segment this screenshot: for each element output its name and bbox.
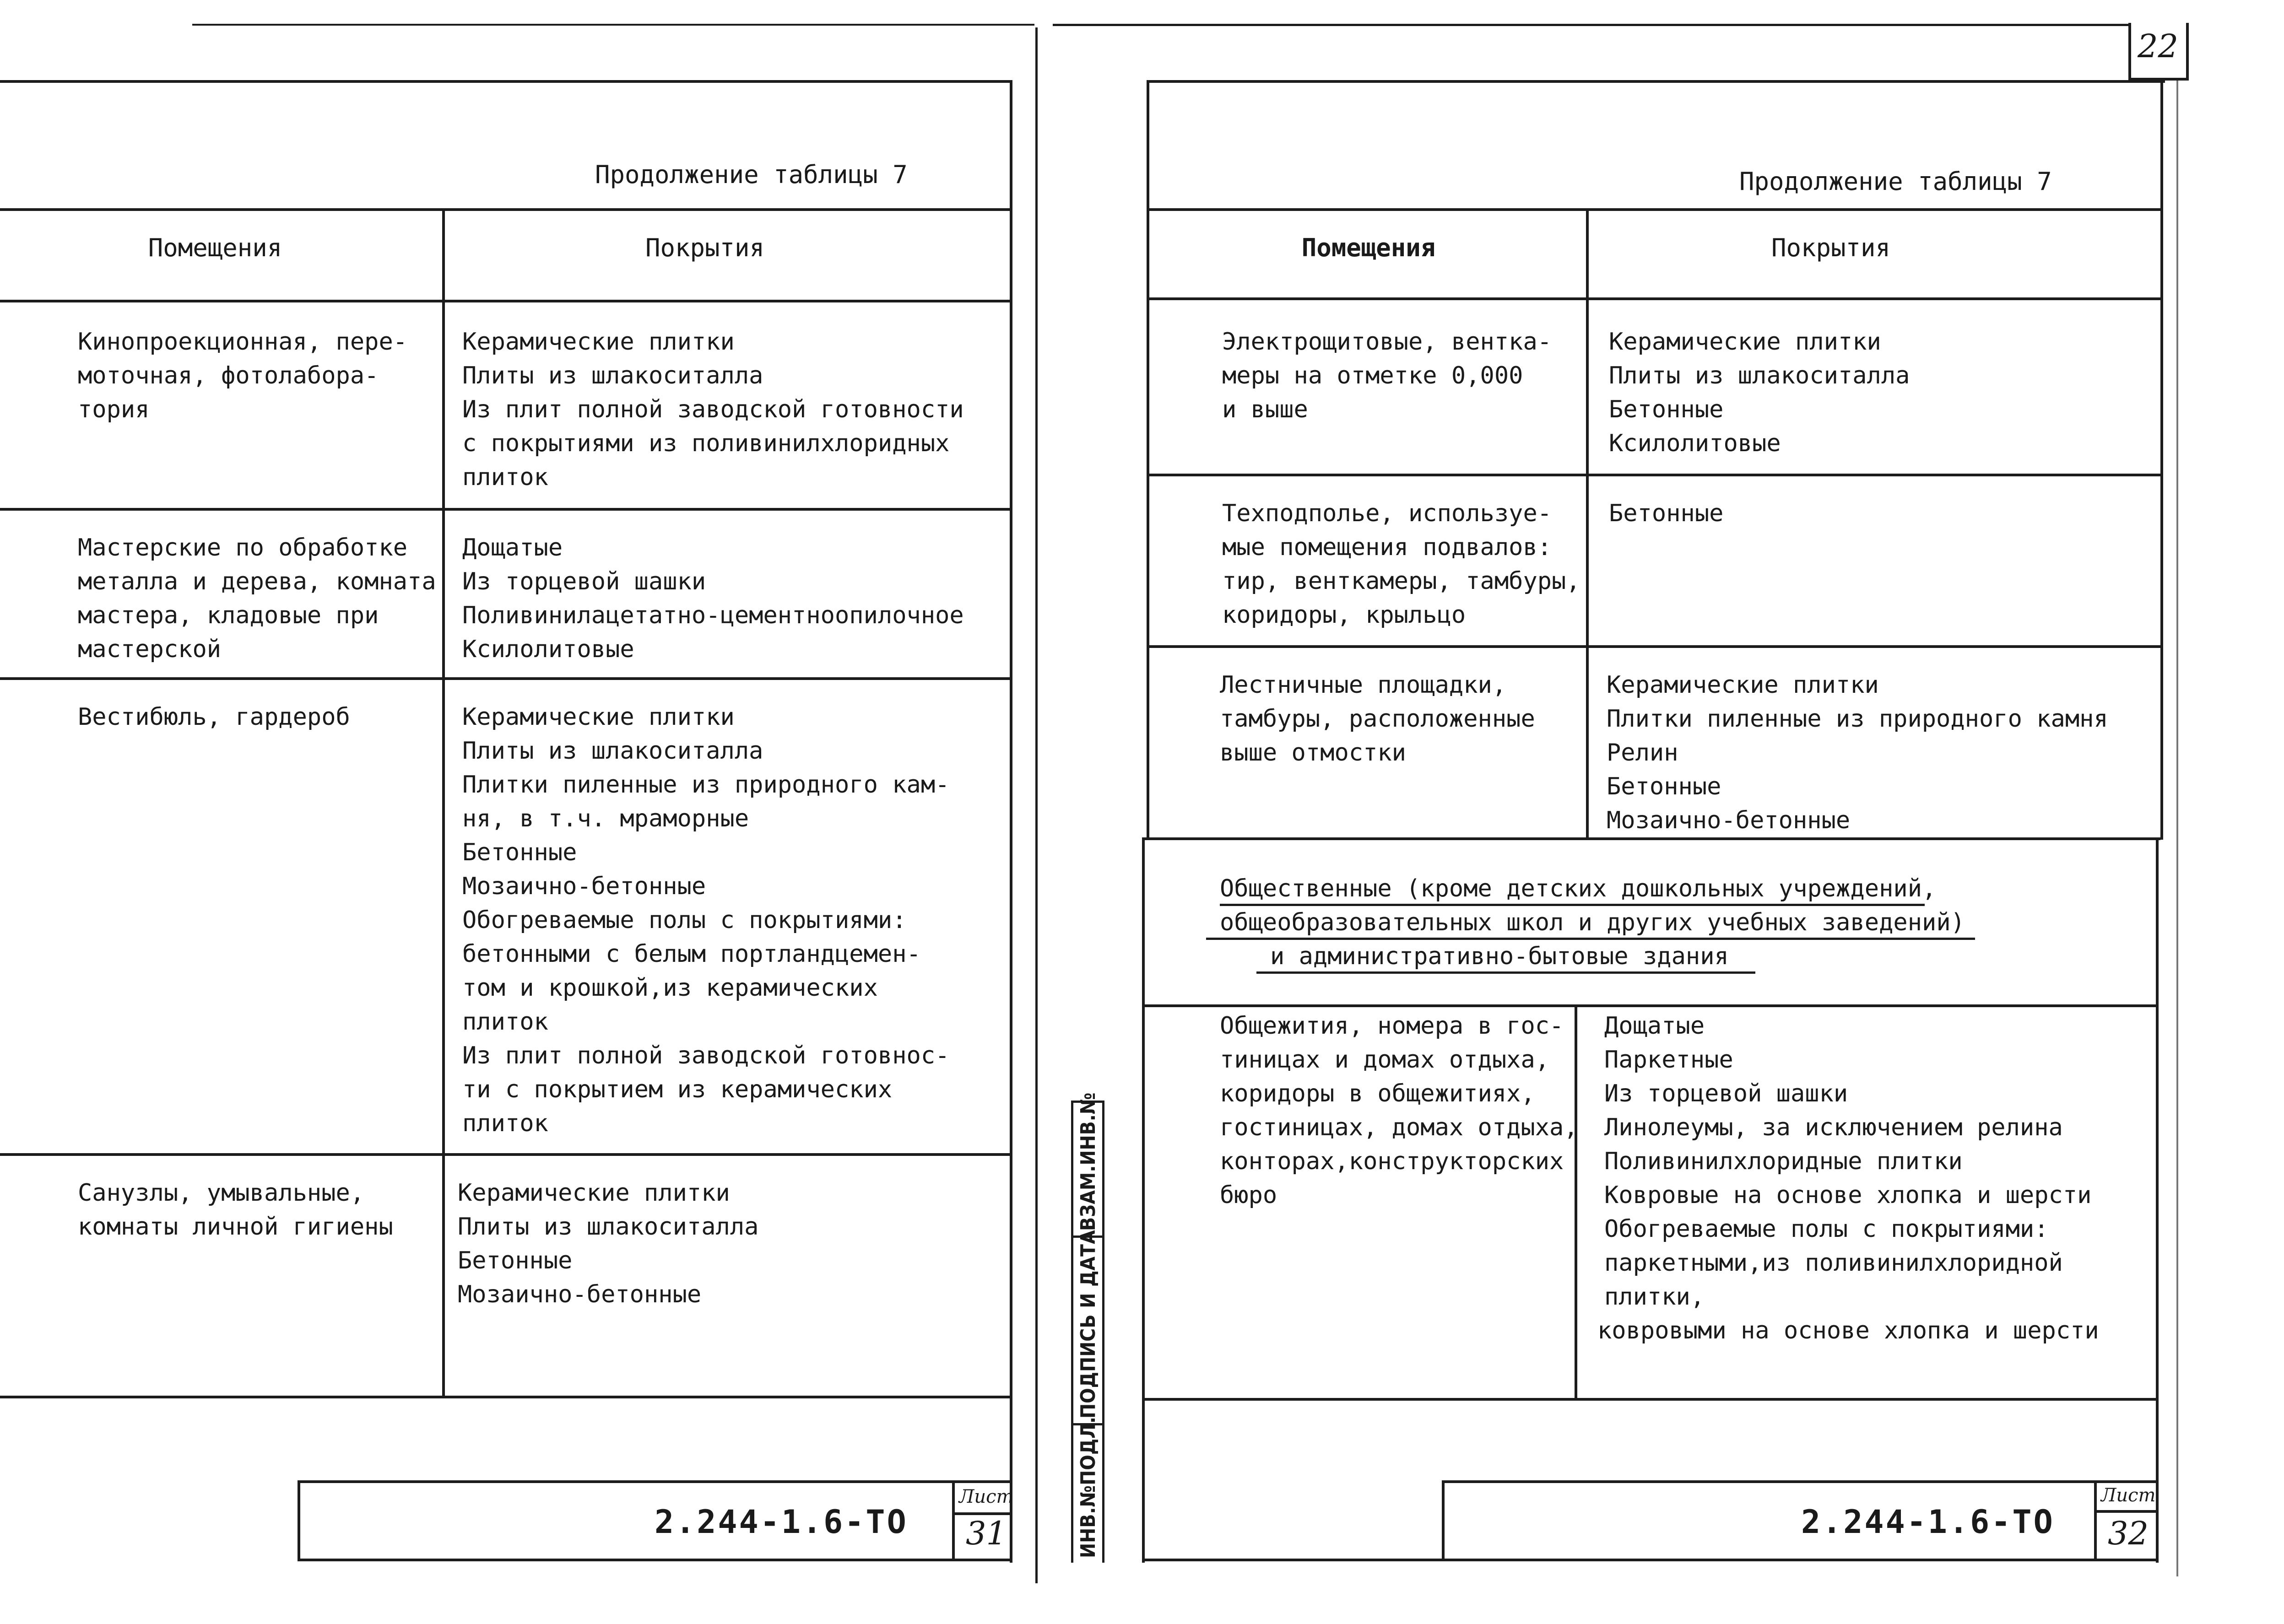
sheet-number: 32 <box>2108 1515 2149 1552</box>
table-row-coatings: Керамические плитки Плиты из шлакоситалла Бетонные Ксилолитовые <box>1609 328 1910 457</box>
header-rooms: Помещения <box>148 233 282 262</box>
table-row-coatings: Бетонные <box>1609 500 1724 527</box>
stamp-inv-no: ИНВ.№ПОДЛ. <box>1077 1416 1100 1558</box>
page-number: 22 <box>2138 27 2179 65</box>
doc-number: 2.244-1.6-ТО <box>655 1503 908 1541</box>
header-coatings: Покрытия <box>1771 233 1891 262</box>
stamp-signature-date: ПОДПИСЬ И ДАТА <box>1077 1230 1100 1419</box>
header-coatings: Покрытия <box>645 233 765 262</box>
doc-number: 2.244-1.6-ТО <box>1801 1503 2055 1541</box>
table-row-room: Техподполье, используе- мые помещения подвалов: тир, венткамеры, тамбуры, коридоры, крыльцо <box>1222 500 1580 629</box>
stamp-replace-inv: ВЗАМ.ИНВ.№ <box>1077 1092 1100 1231</box>
table-row-coatings: Керамические плитки Плитки пиленные из природного камня Релин Бетонные Мозаично-бетонные <box>1607 671 2108 834</box>
table-row-coatings: Керамические плитки Плиты из шлакоситалла Плитки пиленные из природного кам- ня, в т.ч. мраморные Бетонные Мозаично-бетонные Обогреваемые полы с покрытиями: бетонными с белым портландцемен- том и крошкой,из керамических плиток Из плит полной заводской готовнос- ти с покрытием из керамических плиток <box>462 703 950 1137</box>
table-row-room: Мастерские по обработке металла и дерева, комната мастера, кладовые при мастерской <box>78 534 436 663</box>
sheet-label: Лист <box>959 1486 1014 1507</box>
table-row-coatings: Дощатые Из торцевой шашки Поливинилацетатно-цементноопилочное Ксилолитовые <box>462 534 964 663</box>
sheet-number: 31 <box>966 1515 1007 1552</box>
continuation-label: Продолжение таблицы 7 <box>595 160 908 189</box>
page-divider <box>1035 27 1038 1583</box>
header-rooms: Помещения <box>1301 233 1436 262</box>
table-row-coatings: Дощатые Паркетные Из торцевой шашки Линолеумы, за исключением релина Поливинилхлоридные плитки Ковровые на основе хлопка и шерсти Обогреваемые полы с покрытиями: паркетными,из поливинилхлоридной плитки, ковровыми на основе хлопка и шерсти <box>1597 1012 2099 1344</box>
continuation-label: Продолжение таблицы 7 <box>1739 167 2052 196</box>
table-row-room: Электрощитовые, вентка- меры на отметке 0,000 и выше <box>1222 328 1552 423</box>
sheet-label: Лист <box>2101 1485 2156 1506</box>
table-row-room: Санузлы, умывальные, комнаты личной гигиены <box>78 1179 393 1241</box>
table-row-room: Общежития, номера в гос- тиницах и домах отдыха, коридоры в общежитиях, гостиницах, домах отдыха, конторах,конструкторских бюро <box>1220 1012 1578 1209</box>
table-row-room: Вестибюль, гардероб <box>78 703 350 731</box>
section-title: Общественные (кроме детских дошкольных учреждений, общеобразовательных школ и других учебных заведений) и административно-бытовые здания <box>1220 875 1965 970</box>
table-row-room: Кинопроекционная, пере- моточная, фотолабора- тория <box>78 328 408 423</box>
table-row-room: Лестничные площадки, тамбуры, расположенные выше отмостки <box>1220 671 1535 766</box>
table-row-coatings: Керамические плитки Плиты из шлакоситалла Из плит полной заводской готовности с покрытиями из поливинилхлоридных плиток <box>462 328 964 491</box>
table-row-coatings: Керамические плитки Плиты из шлакоситалла Бетонные Мозаично-бетонные <box>458 1179 759 1308</box>
